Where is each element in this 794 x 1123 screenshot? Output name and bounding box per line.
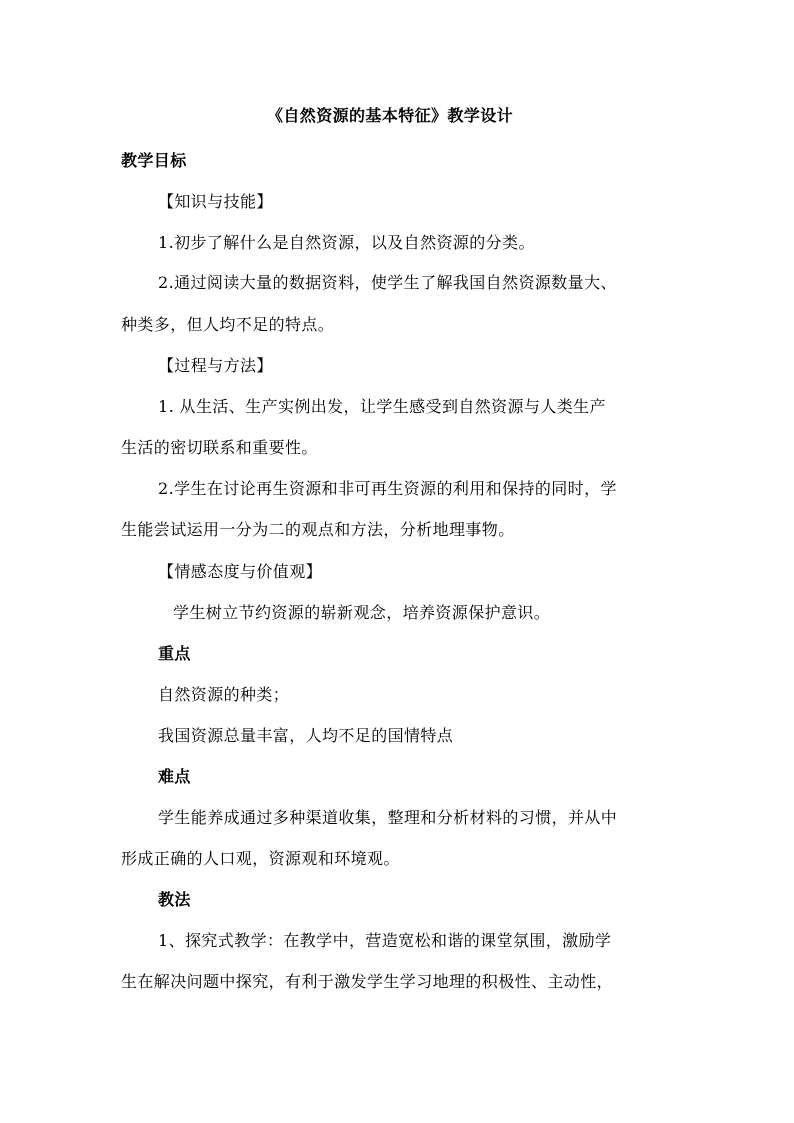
process-item-2-continued: 生能尝试运用一分为二的观点和方法，分析地理事物。 — [121, 520, 515, 539]
difficulties-heading: 难点 — [158, 767, 191, 786]
process-item-2: 2.学生在讨论再生资源和非可再生资源的利用和保持的同时，学 — [158, 479, 617, 498]
method-item-1: 1、探究式教学：在教学中，营造宽松和谐的课堂氛围，激励学 — [158, 931, 612, 950]
difficulty-item-1-continued: 形成正确的人口观，资源观和环境观。 — [121, 849, 400, 868]
method-item-1-continued: 生在解决问题中探究，有利于激发学生学习地理的积极性、主动性， — [121, 972, 614, 991]
key-point-1: 自然资源的种类； — [158, 685, 290, 704]
knowledge-item-1: 1.初步了解什么是自然资源，以及自然资源的分类。 — [158, 233, 535, 252]
methods-heading: 教法 — [158, 890, 191, 909]
process-methods-label: 【过程与方法】 — [158, 356, 273, 375]
knowledge-item-2: 2.通过阅读大量的数据资料，使学生了解我国自然资源数量大、 — [158, 273, 617, 292]
document-title: 《自然资源的基本特征》教学设计 — [267, 106, 514, 125]
objectives-heading: 教学目标 — [121, 151, 187, 170]
knowledge-item-2-continued: 种类多，但人均不足的特点。 — [121, 315, 335, 334]
difficulty-item-1: 学生能养成通过多种渠道收集，整理和分析材料的习惯，并从中 — [158, 808, 618, 827]
key-points-heading: 重点 — [158, 644, 191, 663]
emotion-values-label: 【情感态度与价值观】 — [158, 562, 323, 581]
emotion-item-1: 学生树立节约资源的崭新观念，培养资源保护意识。 — [173, 603, 551, 622]
process-item-1: 1. 从生活、生产实例出发，让学生感受到自然资源与人类生产 — [158, 397, 606, 416]
knowledge-skills-label: 【知识与技能】 — [158, 192, 273, 211]
key-point-2: 我国资源总量丰富，人均不足的国情特点 — [158, 726, 454, 745]
process-item-1-continued: 生活的密切联系和重要性。 — [121, 438, 318, 457]
